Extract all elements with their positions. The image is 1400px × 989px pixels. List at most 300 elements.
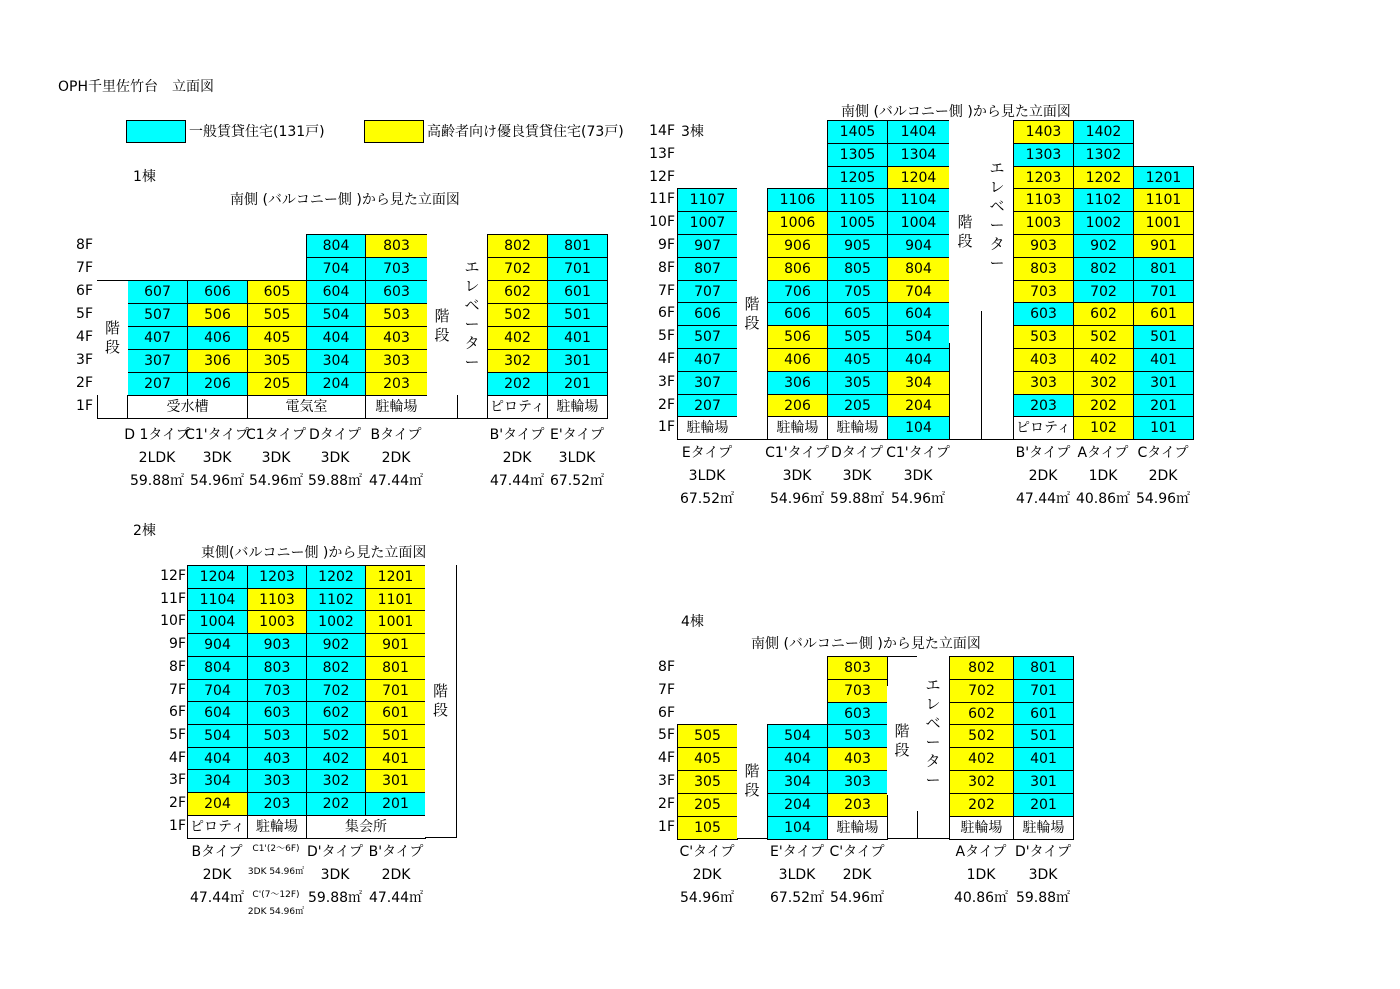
area-label: 40.86㎡: [953, 890, 1009, 906]
layout-label: 3LDK: [778, 867, 816, 883]
building-4-label: 4棟: [681, 614, 704, 630]
unit-cell: 703: [247, 679, 307, 703]
unit-type-label: D'タイプ: [307, 844, 363, 860]
unit-type-label: Bタイプ: [191, 844, 243, 860]
area-label: 59.88㎡: [1015, 890, 1071, 906]
unit-cell: 606: [187, 280, 248, 304]
unit-cell: 604: [187, 701, 248, 725]
stair-label-left: 階 段: [737, 188, 767, 439]
unit-cell: 307: [127, 349, 188, 373]
unit-cell: 1205: [827, 166, 888, 190]
area-label: 59.88㎡: [129, 473, 185, 489]
ground-cell: 駐輪場: [677, 416, 738, 440]
unit-cell: 301: [1013, 770, 1074, 794]
unit-type-label: D'タイプ: [1015, 844, 1071, 860]
unit-cell: 603: [1013, 302, 1074, 326]
unit-cell: 501: [1133, 325, 1194, 349]
unit-type-label: C1'タイプ: [185, 427, 249, 443]
floor-label: 2F: [658, 795, 675, 812]
area-label: 47.44㎡: [489, 473, 545, 489]
floor-label: 4F: [658, 750, 675, 767]
unit-cell: 1305: [827, 143, 888, 167]
unit-cell: 601: [1133, 302, 1194, 326]
unit-cell: 904: [187, 633, 248, 657]
unit-cell: 104: [767, 816, 828, 840]
unit-cell: 802: [306, 656, 366, 680]
ground-cell: 駐輪場: [827, 816, 888, 840]
unit-type-label: B'タイプ: [368, 844, 424, 860]
building-2-caption: 東側(バルコニー側 )から見た立面図: [201, 545, 427, 561]
unit-cell: 201: [547, 372, 608, 396]
layout-label: 3DK: [782, 468, 812, 484]
unit-cell: 401: [547, 326, 608, 350]
unit-cell: 1404: [887, 120, 950, 144]
unit-cell: 301: [547, 349, 608, 373]
unit-cell: 902: [306, 633, 366, 657]
elevator-label: エ レ ベ ー タ ー: [457, 234, 487, 395]
area-label: 59.88㎡: [307, 473, 363, 489]
floor-label: 14F: [649, 123, 675, 139]
unit-cell: 603: [247, 701, 307, 725]
unit-cell: 1102: [1073, 188, 1134, 212]
unit-cell: 1204: [887, 166, 950, 190]
unit-cell: 704: [306, 257, 366, 281]
unit-cell: 806: [767, 257, 828, 281]
unit-cell: 1203: [1013, 166, 1074, 190]
unit-type-label: E'タイプ: [550, 427, 604, 443]
unit-cell: 404: [767, 747, 828, 771]
layout-label: 3DK: [1028, 867, 1058, 883]
floor-label: 2F: [76, 375, 93, 391]
floor-label: 1F: [169, 817, 186, 834]
unit-cell: 704: [887, 280, 950, 304]
unit-cell: 504: [187, 724, 248, 748]
unit-type-label: B'タイプ: [489, 427, 545, 443]
unit-cell: 705: [827, 280, 888, 304]
unit-cell: 702: [306, 679, 366, 703]
unit-cell: 1106: [767, 188, 828, 212]
unit-cell: 202: [487, 372, 548, 396]
stair-label: 階 段: [427, 234, 457, 418]
unit-cell: 203: [247, 792, 307, 816]
unit-cell: 303: [1013, 371, 1074, 395]
floor-label: 4F: [76, 329, 93, 345]
unit-cell: 1102: [306, 588, 366, 612]
floor-label: 10F: [649, 214, 675, 231]
unit-cell: 701: [1133, 280, 1194, 304]
ground-cell: 駐輪場: [247, 815, 307, 839]
area-label: 47.44㎡: [189, 890, 245, 906]
floor-label: 3F: [76, 352, 93, 368]
floor-label: 7F: [169, 681, 186, 698]
unit-cell: 204: [187, 792, 248, 816]
area-label: 67.52㎡: [549, 473, 605, 489]
unit-cell: 405: [827, 348, 888, 372]
unit-cell: 501: [365, 724, 426, 748]
unit-cell: 1103: [1013, 188, 1074, 212]
unit-cell: 304: [887, 371, 950, 395]
area-label: 54.96㎡: [1135, 491, 1191, 507]
unit-cell: 507: [677, 325, 738, 349]
unit-cell: 902: [1073, 234, 1134, 258]
unit-cell: 503: [365, 303, 428, 327]
unit-cell: 1402: [1073, 120, 1134, 144]
page-title: OPH千里佐竹台 立面図: [58, 79, 214, 95]
unit-cell: 403: [365, 326, 428, 350]
floor-label: 1F: [658, 419, 675, 436]
legend-general-swatch: [126, 120, 186, 143]
layout-label: 2DK: [381, 867, 411, 883]
unit-cell: 204: [767, 793, 828, 817]
unit-cell: 201: [365, 792, 426, 816]
legend-elderly-label: 高齢者向け優良賃貸住宅(73戸): [427, 124, 624, 140]
unit-cell: 1201: [1133, 166, 1194, 190]
unit-cell: 305: [827, 371, 888, 395]
unit-cell: 305: [677, 770, 738, 794]
unit-cell: 1104: [887, 188, 950, 212]
unit-cell: 304: [306, 349, 366, 373]
area-label: 67.52㎡: [679, 491, 735, 507]
unit-cell: 204: [887, 394, 950, 418]
unit-cell: 505: [827, 325, 888, 349]
unit-cell: 505: [247, 303, 307, 327]
layout-label: 2DK: [692, 867, 722, 883]
unit-cell: 401: [365, 747, 426, 771]
elevator-label: エ レ ベ ー タ ー: [981, 120, 1013, 311]
unit-cell: 304: [187, 769, 248, 793]
area-label: 54.96㎡: [769, 491, 825, 507]
unit-cell: 302: [949, 770, 1014, 794]
unit-type-label: Eタイプ: [681, 445, 733, 461]
floor-label: 11F: [649, 191, 675, 208]
floor-label: 7F: [658, 282, 675, 299]
unit-cell: 404: [187, 747, 248, 771]
unit-cell: 402: [1073, 348, 1134, 372]
floor-label: 6F: [169, 704, 186, 721]
unit-cell: 203: [827, 793, 888, 817]
ground-cell: 駐輪場: [949, 816, 1014, 840]
unit-type-label: Bタイプ: [370, 427, 422, 443]
unit-cell: 607: [127, 280, 188, 304]
ground-cell: 集会所: [306, 815, 426, 839]
unit-cell: 504: [767, 724, 828, 748]
floor-label: 6F: [658, 704, 675, 721]
unit-cell: 702: [1073, 280, 1134, 304]
unit-cell: 301: [365, 769, 426, 793]
unit-cell: 304: [767, 770, 828, 794]
layout-label: 3DK: [903, 468, 933, 484]
floor-label: 7F: [658, 681, 675, 698]
unit-cell: 907: [677, 234, 738, 258]
unit-cell: 302: [306, 769, 366, 793]
unit-cell: 307: [677, 371, 738, 395]
building-2-label: 2棟: [133, 523, 156, 539]
unit-type-label: Aタイプ: [1077, 445, 1129, 461]
ground-cell: 駐輪場: [827, 416, 888, 440]
unit-cell: 1204: [187, 565, 248, 589]
unit-cell: 804: [887, 257, 950, 281]
unit-cell: 502: [487, 303, 548, 327]
unit-cell: 404: [306, 326, 366, 350]
unit-type-label: Dタイプ: [830, 445, 884, 461]
unit-cell: 803: [1013, 257, 1074, 281]
unit-cell: 205: [827, 394, 888, 418]
floor-label: 8F: [658, 659, 675, 675]
layout-label: 1DK: [1088, 468, 1118, 484]
area-label: 54.96㎡: [189, 473, 245, 489]
unit-cell: 601: [365, 701, 426, 725]
layout-label: 2DK: [202, 867, 232, 883]
unit-cell: 101: [1133, 416, 1194, 440]
floor-label: 12F: [160, 568, 186, 584]
unit-cell: 1002: [1073, 211, 1134, 235]
unit-cell: 407: [127, 326, 188, 350]
floor-label: 4F: [658, 351, 675, 367]
unit-cell: 706: [767, 280, 828, 304]
unit-cell: 503: [827, 724, 888, 748]
area-label: 47.44㎡: [368, 473, 424, 489]
unit-cell: 901: [1133, 234, 1194, 258]
unit-cell: 502: [1073, 325, 1134, 349]
layout-label: 2DK: [842, 867, 872, 883]
unit-cell: 1101: [1133, 188, 1194, 212]
layout-label: 3DK: [202, 450, 232, 466]
unit-cell: 507: [127, 303, 188, 327]
unit-cell: 1004: [887, 211, 950, 235]
floor-label: 2F: [169, 795, 186, 811]
layout-label: 2DK: [1148, 468, 1178, 484]
unit-cell: 202: [949, 793, 1014, 817]
unit-cell: 605: [827, 302, 888, 326]
floor-label: 10F: [160, 613, 186, 630]
legend-elderly-swatch: [364, 120, 424, 143]
unit-cell: 602: [1073, 302, 1134, 326]
unit-type-label: C'タイプ: [679, 844, 735, 860]
unit-cell: 204: [306, 372, 366, 396]
unit-cell: 505: [677, 724, 738, 748]
unit-cell: 1005: [827, 211, 888, 235]
unit-type-label: C1タイプ: [246, 427, 306, 443]
ground-cell: 受水槽: [127, 395, 248, 419]
floor-label: 6F: [658, 305, 675, 322]
layout-label: 3DK: [842, 468, 872, 484]
unit-cell: 1103: [247, 588, 307, 612]
stair-label: 階 段: [887, 686, 917, 795]
unit-cell: 807: [677, 257, 738, 281]
unit-cell: 305: [247, 349, 307, 373]
unit-cell: 801: [547, 234, 608, 258]
unit-cell: 105: [677, 816, 738, 840]
unit-cell: 804: [306, 234, 366, 258]
unit-cell: 604: [306, 280, 366, 304]
floor-label: 13F: [649, 145, 675, 162]
floor-label: 9F: [658, 237, 675, 253]
floor-label: 2F: [658, 396, 675, 413]
unit-cell: 1202: [1073, 166, 1134, 190]
unit-cell: 1403: [1013, 120, 1074, 144]
unit-cell: 303: [247, 769, 307, 793]
unit-cell: 702: [487, 257, 548, 281]
unit-type-label: Cタイプ: [1137, 445, 1189, 461]
unit-cell: 1302: [1073, 143, 1134, 167]
unit-cell: 805: [827, 257, 888, 281]
unit-cell: 901: [365, 633, 426, 657]
unit-cell: 603: [365, 280, 428, 304]
unit-cell: 503: [1013, 325, 1074, 349]
unit-cell: 1304: [887, 143, 950, 167]
layout-label: 3DK: [320, 867, 350, 883]
area-label: 40.86㎡: [1075, 491, 1131, 507]
unit-cell: 102: [1073, 416, 1134, 440]
unit-cell: 602: [949, 702, 1014, 726]
area-label: 59.88㎡: [307, 890, 363, 906]
unit-cell: 801: [1133, 257, 1194, 281]
layout-label: 3LDK: [558, 450, 596, 466]
unit-cell: 401: [1013, 747, 1074, 771]
unit-cell: 701: [365, 679, 426, 703]
floor-label: 7F: [76, 260, 93, 276]
unit-cell: 802: [487, 234, 548, 258]
unit-cell: 802: [1073, 257, 1134, 281]
unit-cell: 205: [247, 372, 307, 396]
area-label: 67.52㎡: [769, 890, 825, 906]
unit-cell: 1006: [767, 211, 828, 235]
layout-label: 3LDK: [688, 468, 726, 484]
unit-cell: 1107: [677, 188, 738, 212]
unit-cell: 303: [365, 349, 428, 373]
unit-cell: 502: [306, 724, 366, 748]
unit-cell: 504: [887, 325, 950, 349]
ground-cell: ピロティ: [187, 815, 248, 839]
floor-label: 1F: [76, 398, 93, 414]
unit-cell: 603: [827, 702, 888, 726]
floor-label: 3F: [658, 373, 675, 390]
unit-cell: 306: [187, 349, 248, 373]
unit-cell: 202: [1073, 394, 1134, 418]
floor-label: 1F: [658, 818, 675, 835]
unit-cell: 701: [1013, 679, 1074, 703]
unit-cell: 406: [187, 326, 248, 350]
unit-cell: 801: [365, 656, 426, 680]
floor-label: 9F: [169, 636, 186, 653]
floor-label: 5F: [658, 328, 675, 345]
floor-label: 8F: [658, 259, 675, 276]
unit-cell: 906: [767, 234, 828, 258]
unit-type-label: C1'(2～6F): [252, 844, 300, 854]
floor-label: 11F: [160, 590, 186, 607]
unit-cell: 403: [827, 747, 888, 771]
unit-cell: 1002: [306, 610, 366, 634]
unit-cell: 406: [767, 348, 828, 372]
unit-cell: 207: [677, 394, 738, 418]
unit-cell: 1104: [187, 588, 248, 612]
area-label: 54.96㎡: [890, 491, 946, 507]
ground-cell: 電気室: [247, 395, 366, 419]
unit-cell: 403: [1013, 348, 1074, 372]
unit-cell: 501: [1013, 724, 1074, 748]
unit-cell: 1101: [365, 588, 426, 612]
unit-cell: 402: [306, 747, 366, 771]
floor-label: 5F: [658, 727, 675, 744]
unit-cell: 1003: [1013, 211, 1074, 235]
floor-label: 5F: [169, 726, 186, 743]
layout-label: 2DK: [1028, 468, 1058, 484]
elevator-label: エ レ ベ ー タ ー: [917, 656, 949, 811]
unit-cell: 502: [949, 724, 1014, 748]
layout-label: 3DK: [261, 450, 291, 466]
ground-cell: 駐輪場: [365, 395, 428, 419]
unit-cell: 201: [1133, 394, 1194, 418]
unit-cell: 1303: [1013, 143, 1074, 167]
unit-cell: 1001: [365, 610, 426, 634]
unit-cell: 407: [677, 348, 738, 372]
area-label: 59.88㎡: [829, 491, 885, 507]
stair-label: 階 段: [949, 120, 981, 343]
unit-cell: 302: [487, 349, 548, 373]
building-3-caption: 南側 (バルコニー側 )から見た立面図: [841, 104, 1071, 120]
unit-cell: 303: [827, 770, 888, 794]
area-label: 54.96㎡: [248, 473, 304, 489]
roof-line: [97, 280, 306, 281]
legend-general-label: 一般賃貸住宅(131戸): [189, 124, 325, 140]
unit-cell: 606: [767, 302, 828, 326]
unit-cell: 405: [247, 326, 307, 350]
unit-cell: 1007: [677, 211, 738, 235]
layout-label: 2DK: [502, 450, 532, 466]
unit-cell: 1203: [247, 565, 307, 589]
floor-label: 12F: [649, 168, 675, 185]
floor-label: 6F: [76, 283, 93, 299]
unit-cell: 201: [1013, 793, 1074, 817]
unit-cell: 904: [887, 234, 950, 258]
area-label: 47.44㎡: [1015, 491, 1071, 507]
area-label: C'(7～12F): [252, 890, 300, 900]
unit-cell: 402: [949, 747, 1014, 771]
unit-cell: 903: [247, 633, 307, 657]
unit-cell: 104: [887, 416, 950, 440]
unit-cell: 606: [677, 302, 738, 326]
unit-cell: 402: [487, 326, 548, 350]
stair-label-left: 階 段: [97, 280, 128, 395]
unit-cell: 403: [247, 747, 307, 771]
unit-cell: 306: [767, 371, 828, 395]
unit-cell: 301: [1133, 371, 1194, 395]
unit-cell: 202: [306, 792, 366, 816]
ground-cell: ピロティ: [1013, 416, 1074, 440]
unit-cell: 1105: [827, 188, 888, 212]
unit-cell: 302: [1073, 371, 1134, 395]
unit-cell: 703: [827, 679, 888, 703]
unit-cell: 602: [487, 280, 548, 304]
unit-cell: 1201: [365, 565, 426, 589]
unit-cell: 504: [306, 303, 366, 327]
floor-label: 5F: [76, 306, 93, 322]
unit-cell: 802: [949, 656, 1014, 680]
floor-label: 3F: [169, 772, 186, 789]
unit-cell: 206: [187, 372, 248, 396]
unit-cell: 701: [547, 257, 608, 281]
building-3-label: 3棟: [681, 124, 704, 140]
unit-type-label: C1'タイプ: [765, 445, 829, 461]
unit-cell: 1004: [187, 610, 248, 634]
unit-cell: 803: [827, 656, 888, 680]
floor-label: 8F: [169, 658, 186, 675]
area-label: 47.44㎡: [368, 890, 424, 906]
unit-cell: 703: [365, 257, 428, 281]
unit-cell: 707: [677, 280, 738, 304]
unit-cell: 401: [1133, 348, 1194, 372]
ground-cell: 駐輪場: [1013, 816, 1074, 840]
